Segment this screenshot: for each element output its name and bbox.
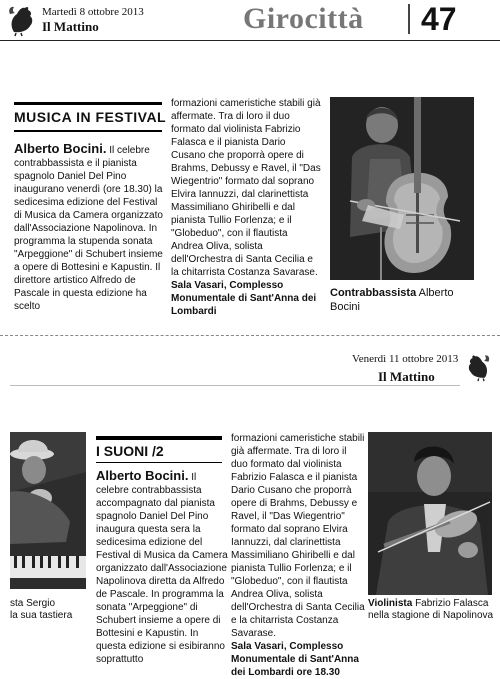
caption-name: Fabrizio Falasca nella stagione di Napolinova xyxy=(368,598,494,621)
article-column-2 xyxy=(171,97,321,318)
newspaper-name: Il Mattino xyxy=(42,19,99,34)
photo-caption xyxy=(368,598,496,622)
article-kicker: I SUONI /2 xyxy=(96,443,164,459)
photo-violinist xyxy=(368,432,492,595)
section-title: Girocittà xyxy=(243,2,364,35)
article-kicker: MUSICA IN FESTIVAL xyxy=(14,109,167,125)
caption-role: Violinista xyxy=(368,598,413,609)
article-body-text: Il celebre contrabbassista accompagnato dal pianista spagnolo Daniel Del Pino inaugura questa sera la sedicesima edizione del Festival di Musica da Camera organizzato dall'Associazione Napolinova diretta da Alfredo de Pascale. In programma la sonata "Arpeggione" di Schubert insieme a opere di Bottesini e Kapustin. In questa edizione si esibiranno soprattutto xyxy=(96,472,228,665)
venue-credit: Sala Vasari, Complesso Monumentale di Sant'Anna dei Lombardi xyxy=(171,280,317,317)
kicker-top-bar xyxy=(96,436,222,440)
issue-date: Martedì 8 ottobre 2013 xyxy=(42,6,144,18)
newspaper-name: Il Mattino xyxy=(378,369,435,384)
header-rule xyxy=(10,385,460,386)
article-lead-name: Alberto Bocini. xyxy=(14,141,107,156)
photo-caption xyxy=(330,286,480,314)
kicker-rule xyxy=(96,462,222,463)
rooster-logo-icon xyxy=(462,352,492,382)
caption-role: Contrabbassista xyxy=(330,287,417,299)
rooster-logo-icon xyxy=(6,4,40,36)
kicker-rule xyxy=(14,130,162,132)
photo-pianist xyxy=(10,432,86,589)
article-column-1 xyxy=(96,469,228,666)
issue-date: Venerdì 11 ottobre 2013 xyxy=(352,353,459,365)
page-number: 47 xyxy=(421,1,457,37)
clipping-divider xyxy=(0,335,500,336)
article-body-text: formazioni cameristiche stabili già affermate. Tra di loro il duo formato dal violinista Fabrizio Falasca e il pianista Dario Cusano che proporrà opere di Brahms, Debussy e Ravel, il "Das Wiegentrio" formato dal soprano Elvira Iannuzzi, dal clarinettista Massimiliano Ghiribelli e dal pianista Tullio Forlenza; e il "Globeduo", con il flautista Andrea Oliva, solista dell'Orchestra di Santa Cecilia e la chitarrista Costanza Savarase. xyxy=(171,98,321,278)
venue-credit: Sala Vasari, Complesso Monumentale di Sant'Anna dei Lombardi ore 18.30 xyxy=(231,641,359,678)
article-column-1 xyxy=(14,142,164,313)
article-column-2 xyxy=(231,432,365,679)
article-lead-name: Alberto Bocini. xyxy=(96,468,189,483)
article-body-text: Il celebre contrabbassista e il pianista spagnolo Daniel Del Pino inaugurano venerdì (ore 18.30) la sedicesima edizione del Festival di Musica da Camera organizzato dall'Associazione Napolinova. In programma la stupenda sonata "Arpeggione" di Schubert insieme a opere di Bottesini e Kapustin. Il direttore artistico Alfredo de Pascale in questa edizione ha scelto xyxy=(14,145,163,312)
caption-fragment: la sua tastiera xyxy=(10,610,73,621)
photo-double-bass-player xyxy=(330,97,474,280)
header-rule xyxy=(0,40,500,41)
photo-caption xyxy=(10,598,92,622)
caption-fragment: sta Sergio xyxy=(10,598,56,609)
caption-name: Alberto Bocini xyxy=(330,287,454,313)
kicker-top-bar xyxy=(14,102,162,105)
article-body-text: formazioni cameristiche stabili già affermate. Tra di loro il duo formato dal violinista Fabrizio Falasca e il pianista Dario Cusano che proporrà opere di Brahms, Debussy e Ravel, il "Das Wiegentrio" formato dal soprano Elvira Iannuzzi, dal clarinettista Massimiliano Ghiribelli e dal pianista Tullio Forlenza; e il "Globeduo", con il flautista Andrea Oliva, solista dell'Orchestra di Santa Cecilia e la chitarrista Costanza Savarase. xyxy=(231,433,365,639)
header-separator xyxy=(408,4,410,34)
